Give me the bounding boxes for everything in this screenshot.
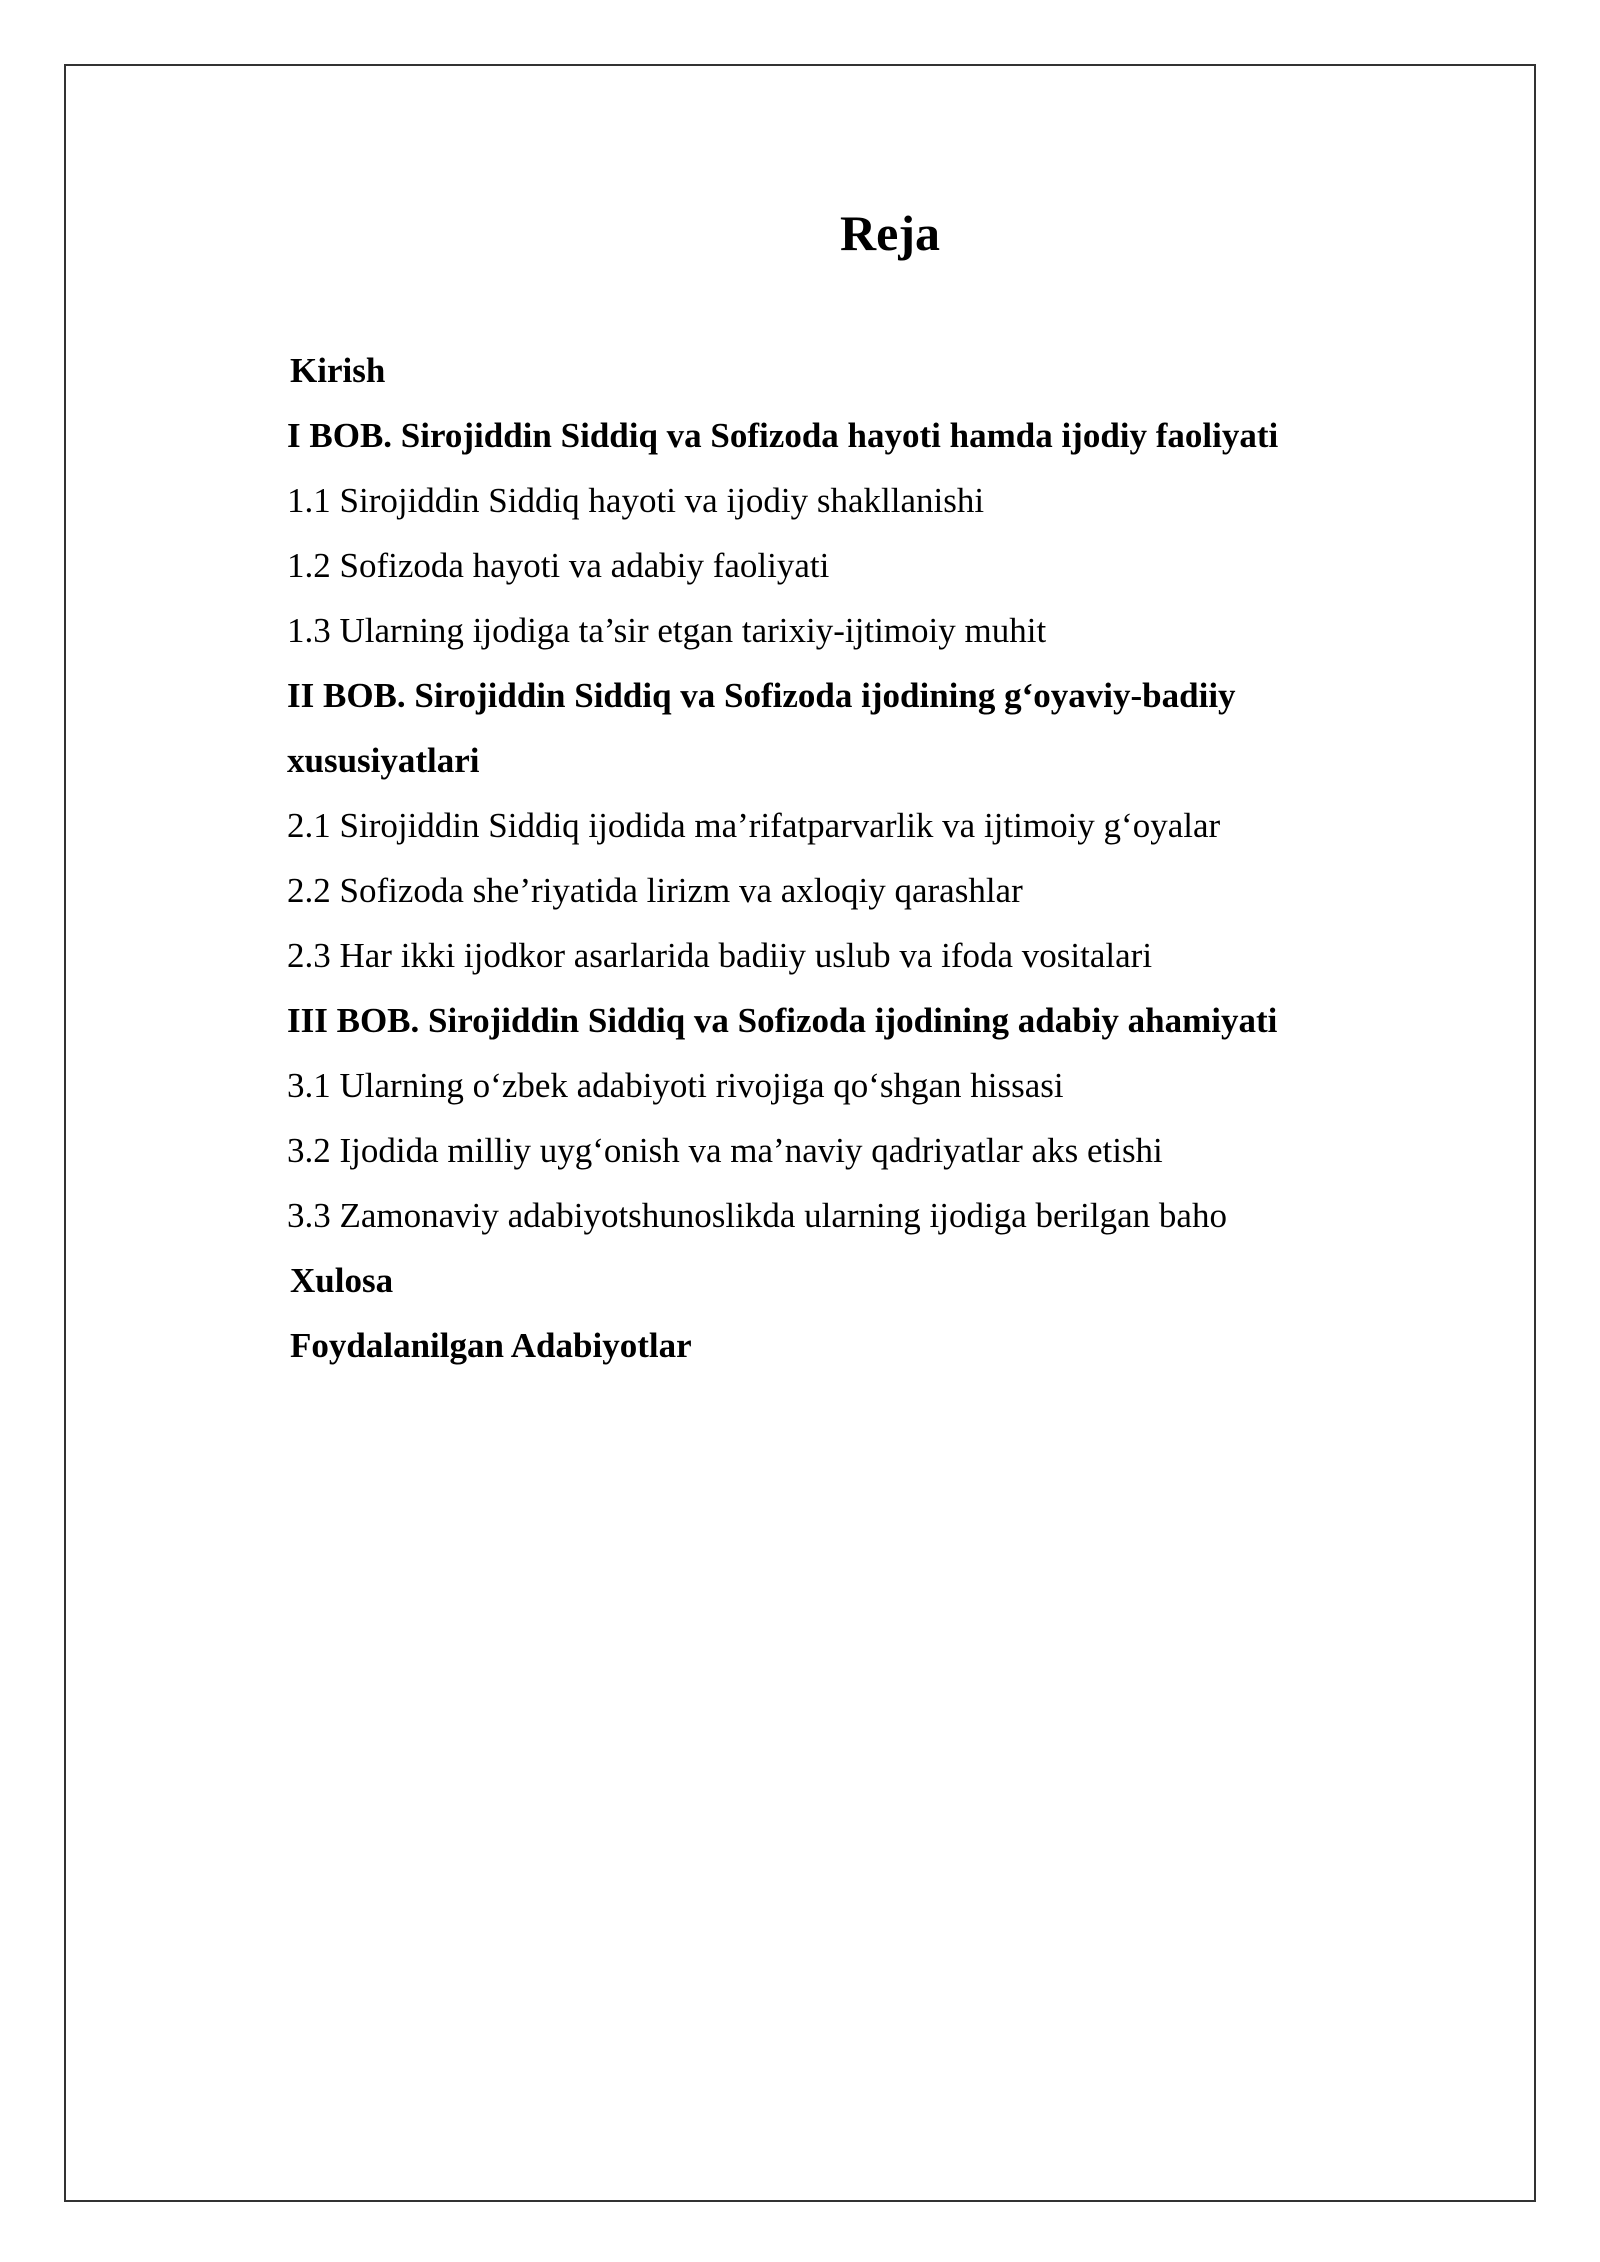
toc-chapter-1: I BOB. Sirojiddin Siddiq va Sofizoda hayoti hamda ijodiy faoliyati (287, 416, 1279, 455)
toc-section-3-2: 3.2 Ijodida milliy uyg‘onish va ma’naviy qadriyatlar aks etishi (287, 1131, 1163, 1170)
toc-section-3-3: 3.3 Zamonaviy adabiyotshunoslikda ularning ijodiga berilgan baho (287, 1196, 1227, 1235)
toc-section-2-2: 2.2 Sofizoda she’riyatida lirizm va axloqiy qarashlar (287, 871, 1023, 910)
table-of-contents (287, 338, 1417, 1378)
toc-chapter-2: II BOB. Sirojiddin Siddiq va Sofizoda ijodining g‘oyaviy-badiiy xususiyatlari (287, 676, 1236, 780)
toc-item-xulosa: Xulosa (290, 1261, 394, 1300)
toc-section-3-1: 3.1 Ularning o‘zbek adabiyoti rivojiga qo‘shgan hissasi (287, 1066, 1064, 1105)
page-title: Reja (840, 205, 940, 261)
toc-section-2-3: 2.3 Har ikki ijodkor asarlarida badiiy uslub va ifoda vositalari (287, 936, 1153, 975)
toc-section-2-1: 2.1 Sirojiddin Siddiq ijodida ma’rifatparvarlik va ijtimoiy g‘oyalar (287, 806, 1221, 845)
toc-chapter-3: III BOB. Sirojiddin Siddiq va Sofizoda ijodining adabiy ahamiyati (287, 1001, 1278, 1040)
toc-section-1-2: 1.2 Sofizoda hayoti va adabiy faoliyati (287, 546, 830, 585)
toc-item-kirish: Kirish (290, 351, 386, 390)
toc-item-adabiyotlar: Foydalanilgan Adabiyotlar (290, 1326, 692, 1365)
toc-section-1-3: 1.3 Ularning ijodiga ta’sir etgan tarixiy-ijtimoiy muhit (287, 611, 1047, 650)
toc-section-1-1: 1.1 Sirojiddin Siddiq hayoti va ijodiy shakllanishi (287, 481, 985, 520)
